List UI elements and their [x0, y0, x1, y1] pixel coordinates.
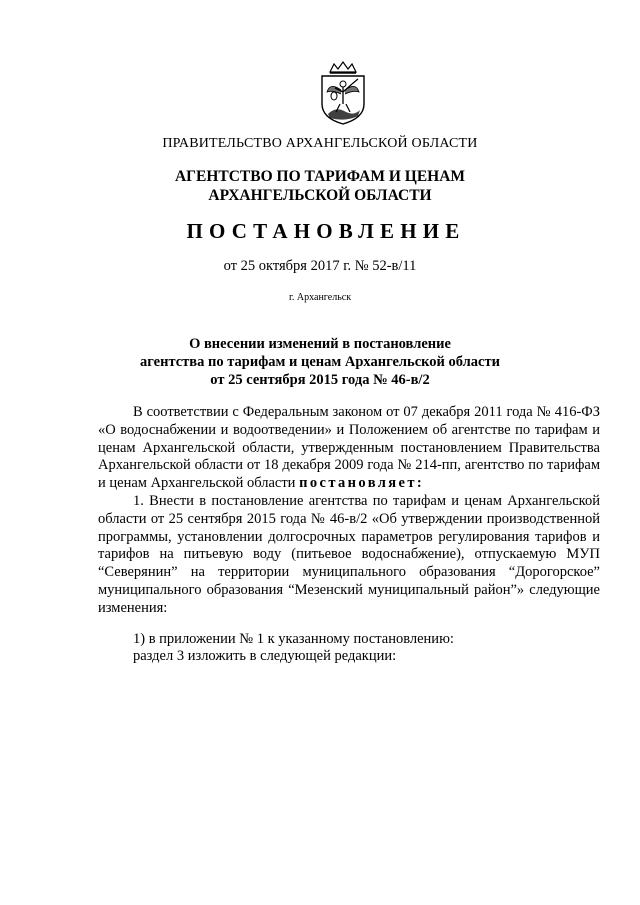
agency-name-line2: АРХАНГЕЛЬСКОЙ ОБЛАСТИ [208, 187, 432, 204]
document-title [0, 335, 640, 389]
agency-name [0, 167, 640, 205]
document-title-line3: от 25 сентября 2015 года № 46-в/2 [210, 372, 430, 388]
body-paragraph-item-1: 1. Внести в постановление агентства по тарифам и ценам Архангельской области от 25 сентября 2015 года № 46-в/2 «Об утверждении производственной программы, установлении долгосрочных параметров регулирования тарифов и тарифов на питьевую воду (питьевое водоснабжение), отпускаемую МУП “Северянин” на территории муниципального образования “Дорогорское” муниципального образования “Мезенский муниципальный район”» следующие изменения: [98, 492, 600, 616]
body-subitem-line2: раздел 3 изложить в следующей редакции: [133, 648, 397, 665]
government-name: ПРАВИТЕЛЬСТВО АРХАНГЕЛЬСКОЙ ОБЛАСТИ [162, 136, 478, 151]
document-body [98, 404, 600, 666]
document-type: ПОСТАНОВЛЕНИЕ [186, 219, 466, 243]
document-city: г. Архангельск [288, 292, 352, 303]
agency-name-line1: АГЕНТСТВО ПО ТАРИФАМ И ЦЕНАМ [174, 168, 466, 185]
preamble-text: В соответствии с Федеральным законом от 07 декабря 2011 года № 416-ФЗ «О водоснабжении и водоотведении» и Положением об агентстве по тарифам и ценам Архангельской области, утвержденным постановлением Правительства Архангельской области от 18 декабря 2009 года № 214-пп, агентство по тарифам и ценам Архангельской области [98, 404, 600, 492]
document-title-line1: О внесении изменений в постановление [189, 336, 451, 352]
paragraph-gap [98, 618, 600, 631]
document-date-number: от 25 октября 2017 г. № 52-в/11 [223, 258, 417, 274]
body-paragraph-preamble [98, 404, 600, 493]
body-subitem-line1: 1) в приложении № 1 к указанному постановлению: [133, 630, 454, 647]
arkhangelsk-coat-of-arms-icon [316, 60, 370, 126]
decree-word: постановляет: [299, 475, 425, 492]
document-title-line2: агентства по тарифам и ценам Архангельской области [140, 354, 500, 370]
